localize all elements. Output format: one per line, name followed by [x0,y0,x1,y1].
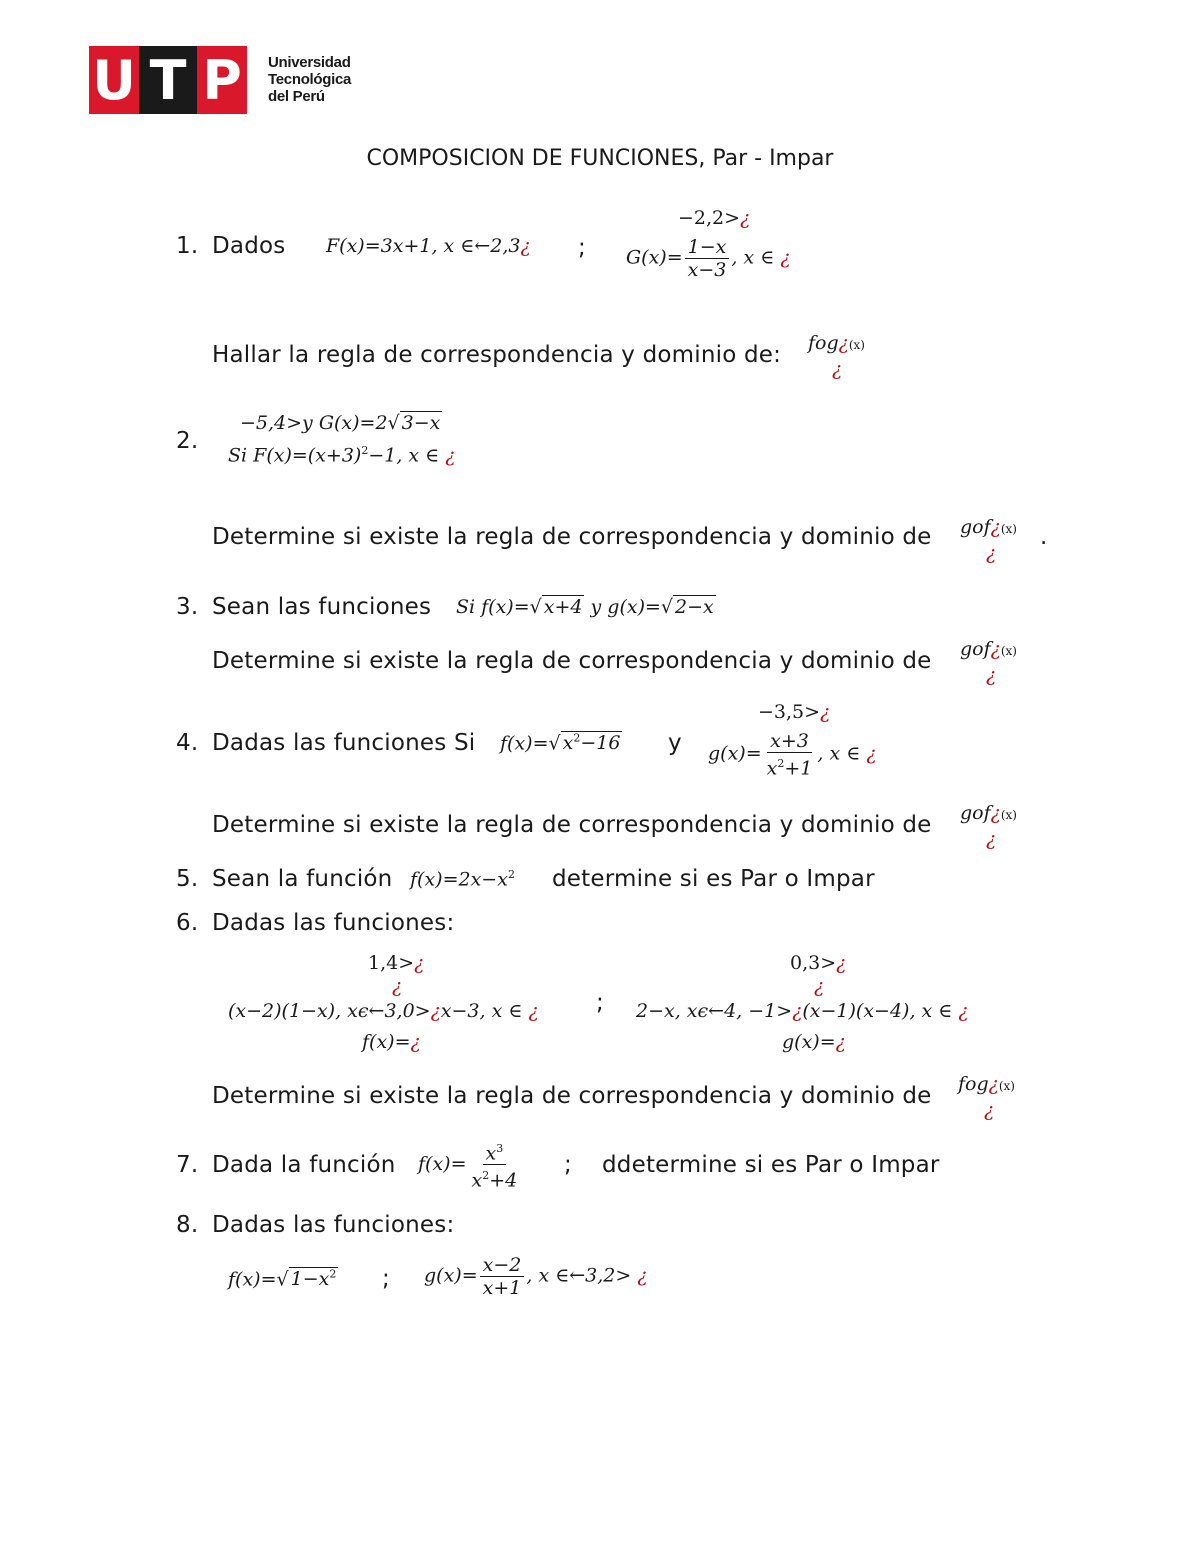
p2-line-1: −5,4>y G(x)=2√ 3−x [240,412,441,434]
p6-f-lhs: f(x)=¿ [362,1031,421,1053]
p6-separator: ; [596,990,604,1016]
p2-composition: gof¿(x) [960,516,1017,538]
p2-task: Determine si existe la regla de correspondencia y dominio de [212,524,932,550]
logo-wordmark [268,54,351,105]
p6-g-lhs: g(x)=¿ [782,1031,846,1053]
p3-expression: Si f(x)=√ x+4 y g(x)=√ 2−x [456,596,714,618]
p1-g-domain-top: −2,2>¿ [678,207,751,229]
logo-line-2: Tecnológica [268,71,352,88]
p1-task: Hallar la regla de correspondencia y dominio de: [212,342,782,368]
p5-task: determine si es Par o Impar [552,866,875,892]
p4-composition: gof¿(x) [960,802,1017,824]
p1-composition-below: ¿ [832,358,843,380]
logo-line-1: Universidad [268,54,351,71]
p6-f-mid: ¿ [392,975,403,997]
item-number-6: 6. [176,910,199,936]
p3-task: Determine si existe la regla de correspondencia y dominio de [212,648,932,674]
item-label-3: Sean las funciones [212,594,432,620]
p1-separator: ; [578,235,586,261]
utp-logo [89,46,255,114]
logo-line-3: del Perú [268,88,325,105]
item-label-6: Dadas las funciones: [212,910,455,936]
p1-f-expression: F(x)=3x+1, x ∈←2,3¿ [326,235,531,257]
item-number-7: 7. [176,1152,199,1178]
p5-expression: $f(x)=2x-x^2$ [410,868,515,891]
p6-f-domain-top: 1,4>¿ [368,952,425,974]
p4-f-expression: f(x)=√ $x^2-16$ [500,732,621,755]
item-label-5: Sean la función [212,866,393,892]
item-label-7: Dada la función [212,1152,396,1178]
item-label-4: Dadas las funciones Si [212,730,476,756]
item-number-8: 8. [176,1212,199,1238]
p3-composition: gof¿(x) [960,638,1017,660]
p8-f-expression: f(x)=√ $1-x^2$ [228,1268,337,1291]
item-label-1: Dados [212,233,286,259]
p7-expression: f(x)= $\frac{x^3}{x^2+4}$ [418,1138,522,1192]
p1-g-expression: G(x)= $\frac{1-x}{x-3}$ , x ∈ ¿ [626,236,791,281]
p6-composition: fog¿(x) [958,1073,1015,1095]
p4-task: Determine si existe la regla de correspondencia y dominio de [212,812,932,838]
logo-letter-t: T [139,46,197,114]
page-title: COMPOSICION DE FUNCIONES, Par - Impar [366,146,834,171]
p6-f-main: (x−2)(1−x), xϵ←3,0>¿x−3, x ∈ ¿ [228,1000,539,1022]
logo-letter-u: U [89,46,139,114]
item-number-1: 1. [176,233,199,259]
p4-g-expression: g(x)= $\frac{x+3}{x^2+1}$ , x ∈ ¿ [708,730,877,780]
p4-composition-below: ¿ [986,828,997,850]
p2-line-2: Si $F(x)=(x+3)^2-1$, x ∈ ¿ [228,444,456,467]
p1-composition: fog¿(x) [808,332,865,354]
p7-task: ddetermine si es Par o Impar [602,1152,940,1178]
p4-and: y [668,730,682,756]
item-label-8: Dadas las funciones: [212,1212,455,1238]
p8-g-expression: g(x)= $\frac{x-2}{x+1}$ , x ∈←3,2> ¿ [424,1254,648,1299]
item-number-2: 2. [176,428,199,454]
p2-composition-below: ¿ [986,542,997,564]
logo-letter-p: P [197,46,247,114]
p8-separator: ; [382,1266,390,1292]
item-number-4: 4. [176,730,199,756]
p6-composition-below: ¿ [984,1099,995,1121]
p4-g-domain-top: −3,5>¿ [758,701,831,723]
p6-g-domain-top: 0,3>¿ [790,952,847,974]
p6-task: Determine si existe la regla de correspondencia y dominio de [212,1083,932,1109]
p6-g-mid: ¿ [814,975,825,997]
p2-period: . [1040,524,1048,550]
item-number-5: 5. [176,866,199,892]
p6-g-main: 2−x, xϵ←4, −1>¿(x−1)(x−4), x ∈ ¿ [636,1000,969,1022]
p7-separator: ; [564,1152,572,1178]
p3-composition-below: ¿ [986,664,997,686]
item-number-3: 3. [176,594,199,620]
